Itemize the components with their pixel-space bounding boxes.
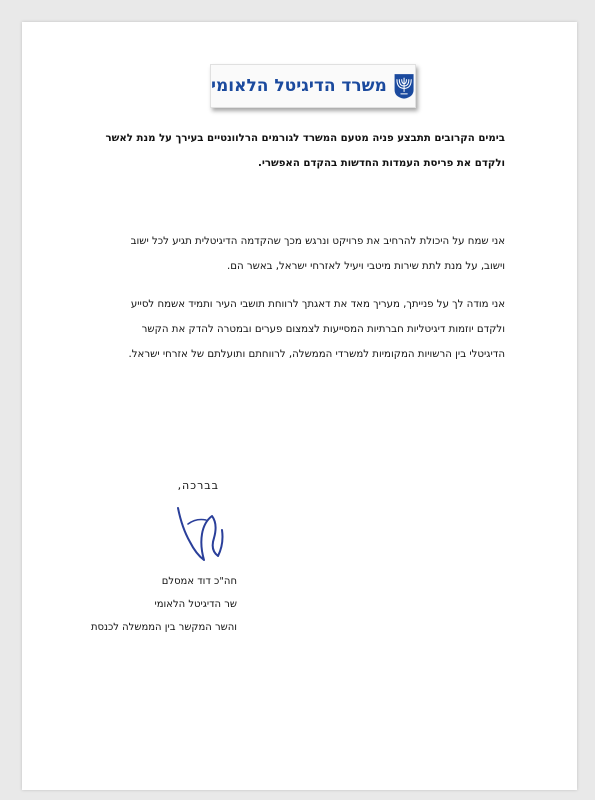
menorah-emblem-icon [393, 69, 415, 103]
closing-regards: בברכה, [177, 479, 219, 492]
signer-title: שר הדיגיטל הלאומי [154, 599, 237, 610]
paragraph-1-line: ולקדם את פריסת העמדות החדשות בהקדם האפשרי. [257, 158, 505, 169]
signer-name: חה"כ דוד אמסלם [161, 576, 237, 587]
paragraph-3-line: ולקדם יוזמות דיגיטליות חברתיות המסייעות לצמצום פערים ובמטרה להדק את הקשר [141, 324, 505, 335]
paragraph-2 [85, 229, 505, 279]
handwritten-signature-icon [160, 498, 236, 570]
signer-title-2: והשר המקשר בין הממשלה לכנסת [90, 622, 237, 633]
ministry-name: משרד הדיגיטל הלאומי [211, 76, 387, 96]
letterhead-logo [210, 64, 416, 108]
signature-block [67, 570, 237, 639]
paragraph-3-line: הדיגיטלי בין הרשויות המקומיות למשרדי הממשלה, לרווחתם ותועלתם של אזרחי ישראל. [128, 349, 505, 360]
paragraph-2-line: וישוב, על מנת לתת שירות מיטבי ויעיל לאזרחי ישראל, באשר הם. [226, 261, 505, 272]
paragraph-3-line: אני מודה לך על פנייתך, מעריך מאד את דאגתך לרווחת תושבי העיר ותמיד אשמח לסייע [130, 299, 505, 310]
paragraph-1-line: בימים הקרובים תתבצע פניה מטעם המשרד לגורמים הרלוונטיים בעירך על מנת לאשר [105, 133, 505, 144]
paragraph-1 [85, 126, 505, 176]
paragraph-2-line: אני שמח על היכולת להרחיב את פרויקט ונרגש מכך שהקדמה הדיגיטלית תגיע לכל ישוב [130, 236, 505, 247]
letter-page [22, 22, 577, 790]
paragraph-3 [85, 292, 505, 367]
